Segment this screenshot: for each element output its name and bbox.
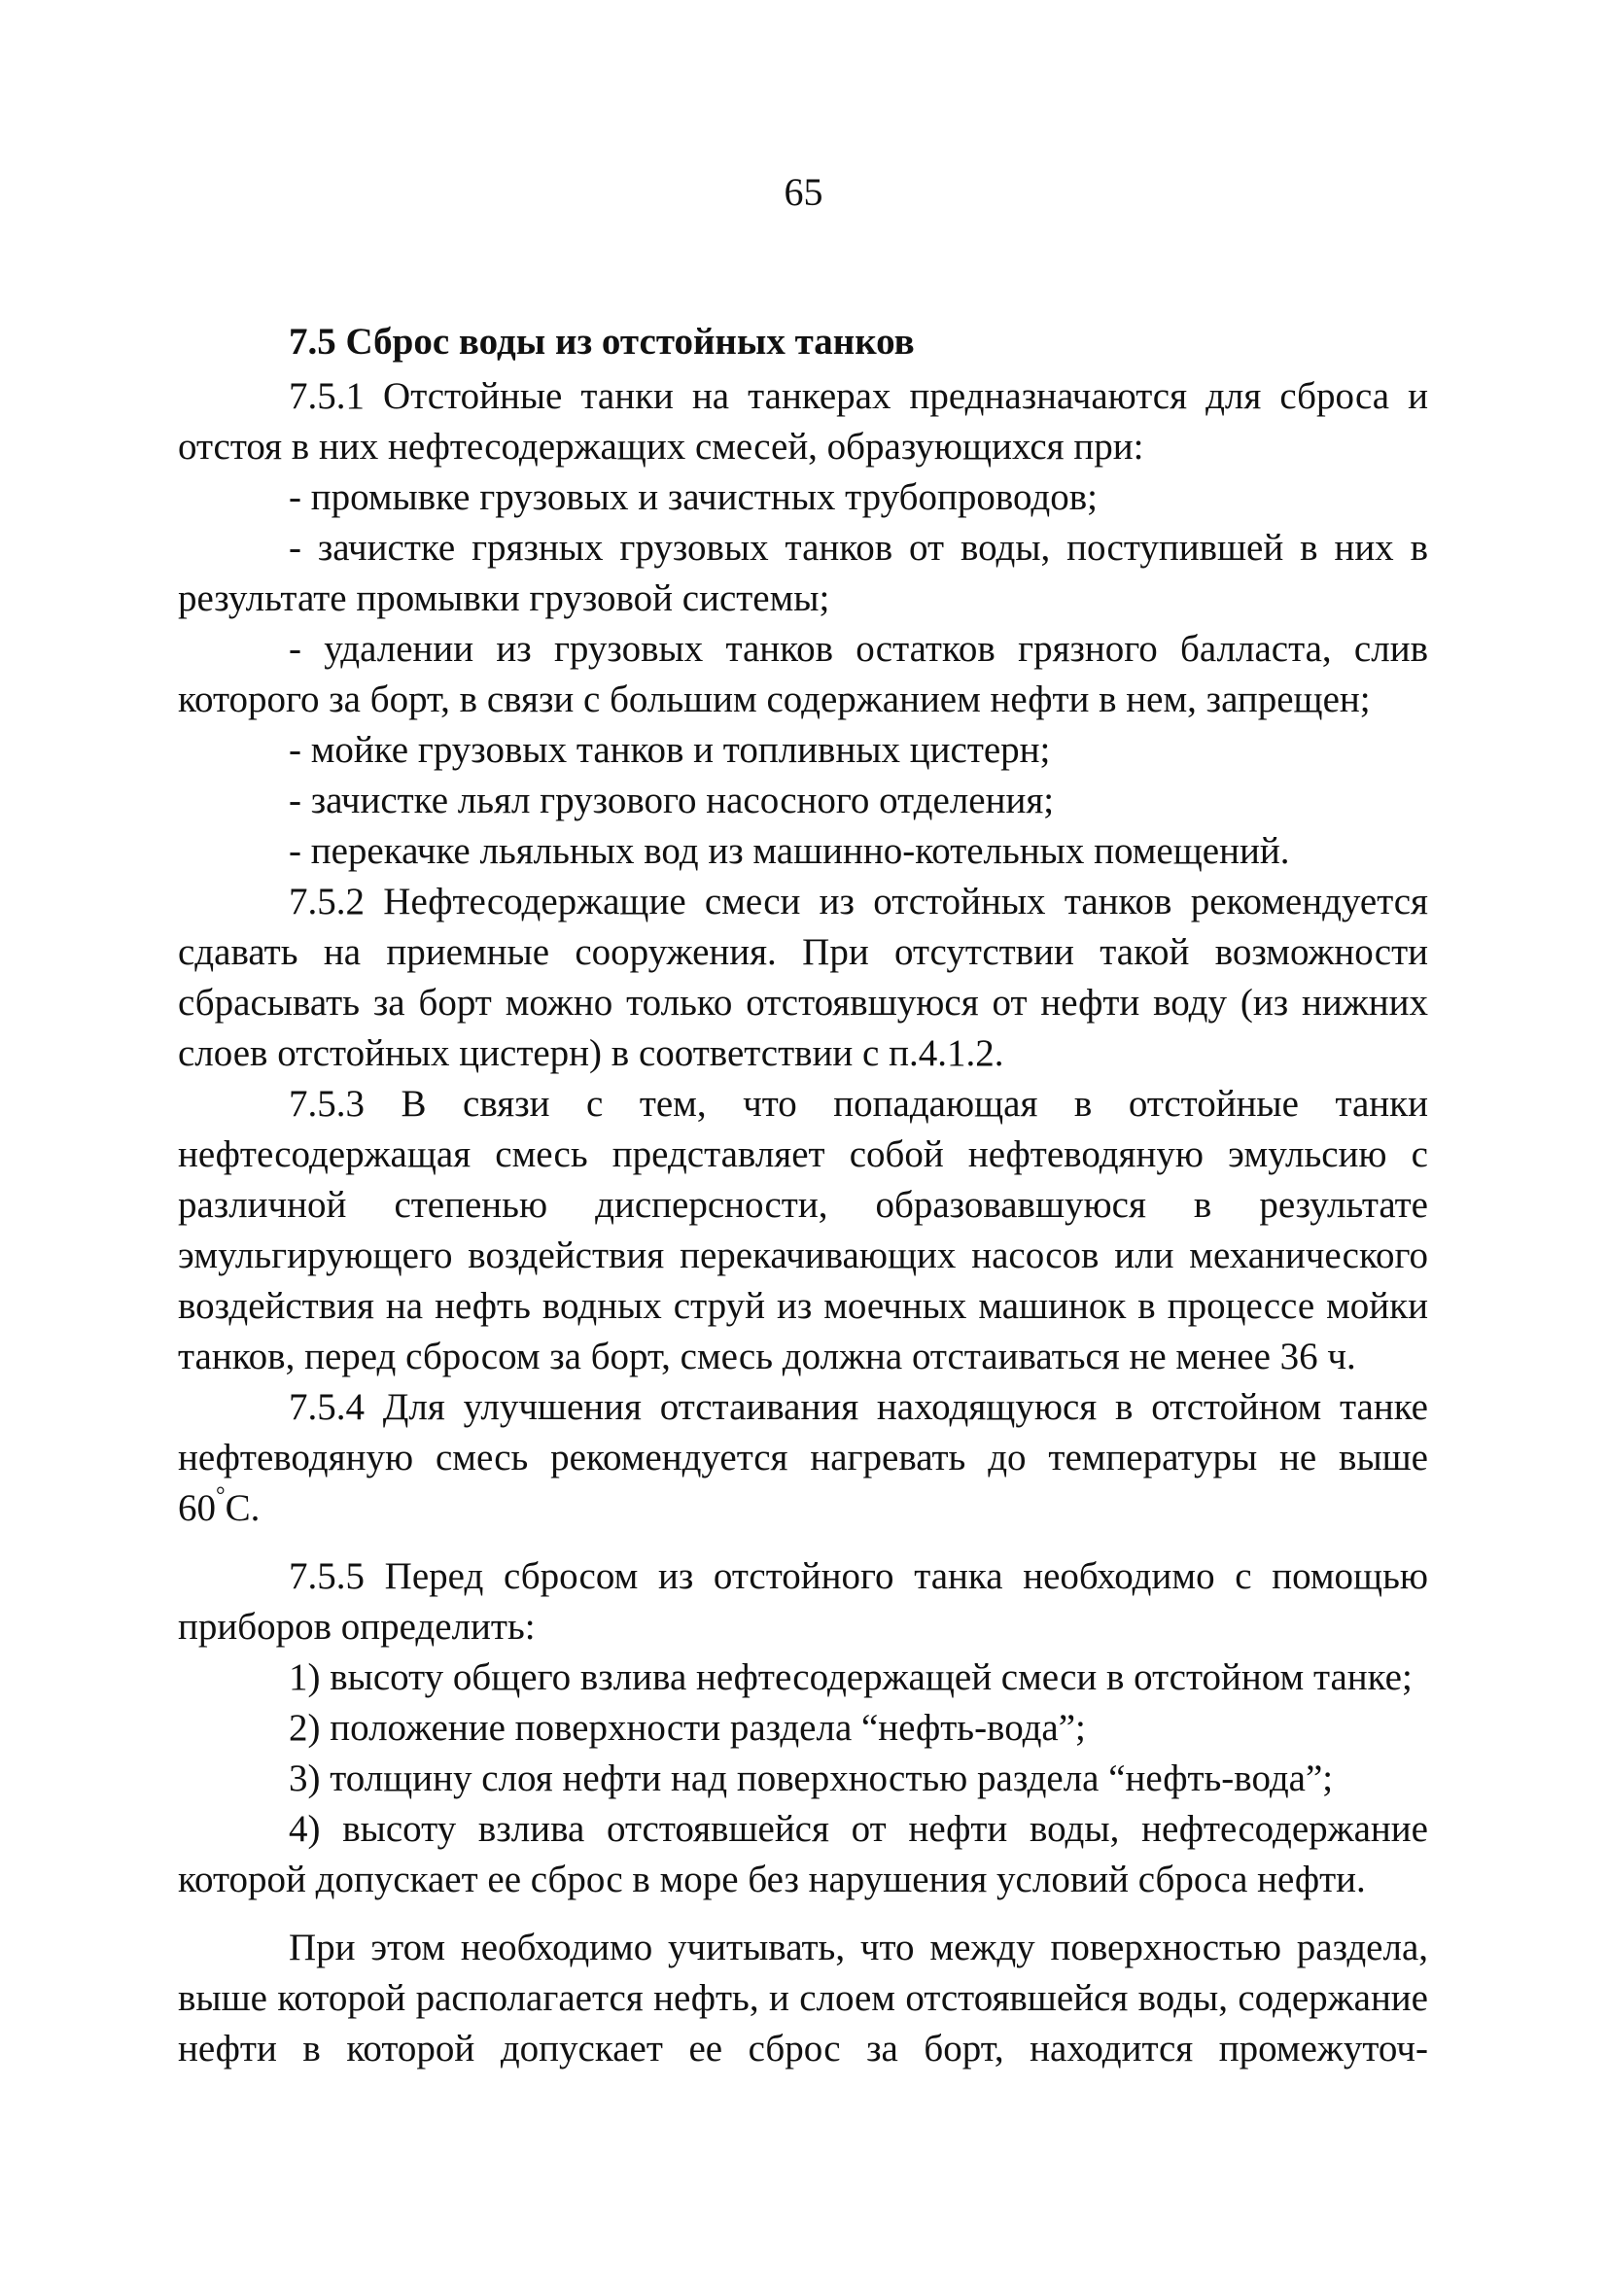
list-item-bullet: - удалении из грузовых танков остатков грязного балласта, слив которого за борт, в связи с большим содержанием нефти в нем, запрещен; bbox=[178, 628, 1428, 720]
page-number: 65 bbox=[784, 170, 823, 214]
degree-sign: ° bbox=[216, 1483, 226, 1509]
list-item-bullet: - перекачке льяльных вод из машинно-котельных помещений. bbox=[289, 830, 1290, 872]
list-item-numbered: 1) высоту общего взлива нефтесодержащей смеси в отстойном танке; bbox=[289, 1656, 1413, 1698]
paragraph-7-5-5: 7.5.5 Перед сбросом из отстойного танка необходимо с помощью приборов определить: bbox=[178, 1555, 1428, 1648]
paragraph-7-5-4 bbox=[178, 1382, 1428, 1534]
paragraph-7-5-2: 7.5.2 Нефтесодержащие смеси из отстойных танков рекомендуется сдавать на приемные сооружения. При отсутствии такой возможности сбрасывать за борт можно только отстоявшуюся от нефти воду (из нижних слоев отстойных цистерн) в соответствии с п.4.1.2. bbox=[178, 881, 1428, 1074]
list-item-numbered: 4) высоту взлива отстоявшейся от нефти воды, нефтесодержание которой допускает ее сброс в море без нарушения условий сброса нефти. bbox=[178, 1808, 1428, 1900]
list-item-numbered: 3) толщину слоя нефти над поверхностью раздела “нефть-вода”; bbox=[289, 1757, 1334, 1799]
list-item-numbered: 2) положение поверхности раздела “нефть-вода”; bbox=[289, 1707, 1086, 1749]
page-body bbox=[178, 317, 1428, 2074]
paragraph-7-5-4-text: 7.5.4 Для улучшения отстаивания находящуюся в отстойном танке нефтеводяную смесь рекомендуется нагревать до температуры не выше 60 bbox=[178, 1386, 1428, 1529]
paragraph-7-5-3: 7.5.3 В связи с тем, что попадающая в отстойные танки нефтесодержащая смесь представляет собой нефтеводяную эмульсию с различной степенью дисперсности, образовавшуюся в результате эмульгирующего воздействия перекачивающих насосов или механического воздействия на нефть водных струй из моечных машинок в процессе мойки танков, перед сбросом за борт, смесь должна отстаиваться не менее 36 ч. bbox=[178, 1083, 1428, 1377]
list-item-bullet: - мойке грузовых танков и топливных цистерн; bbox=[289, 729, 1051, 771]
section-heading: 7.5 Сброс воды из отстойных танков bbox=[289, 321, 915, 363]
paragraph-7-5-1: 7.5.1 Отстойные танки на танкерах предназначаются для сброса и отстоя в них нефтесодержащих смесей, образующихся при: bbox=[178, 375, 1428, 468]
temperature-unit: С. bbox=[225, 1487, 261, 1529]
list-item-bullet: - промывке грузовых и зачистных трубопроводов; bbox=[289, 476, 1098, 518]
list-item-bullet: - зачистке грязных грузовых танков от воды, поступившей в них в результате промывки грузовой системы; bbox=[178, 527, 1428, 619]
list-item-bullet: - зачистке льял грузового насосного отделения; bbox=[289, 780, 1055, 821]
paragraph-continuation: При этом необходимо учитывать, что между поверхностью раздела, выше которой располагается нефть, и слоем отстоявшейся воды, содержание нефти в которой допускает ее сброс за борт, находится промежуточ- bbox=[178, 1927, 1428, 2070]
